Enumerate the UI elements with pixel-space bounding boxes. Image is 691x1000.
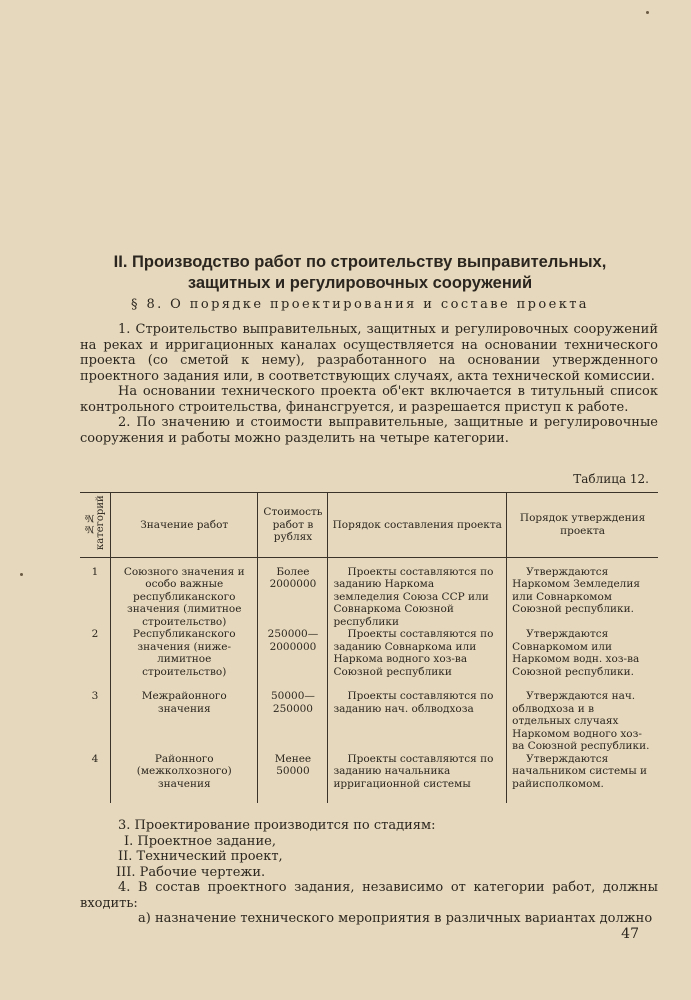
header-work-significance: Значение работ [111,493,258,558]
paragraph: 4. В состав проектного задания, независимо от категории работ, должны входить: [80,880,658,911]
cell-work-significance: Межрайонного значения [111,690,258,753]
cell-category-number: 3 [91,690,99,702]
chapter-heading [60,252,660,294]
cell-project-procedure: Проекты составляются по заданию начальника ирригационной системы [328,753,507,803]
cell-cost: Менее 50000 [258,753,328,803]
body-text-top [80,322,658,446]
table-row [80,557,658,628]
paper-spot [646,11,649,14]
paper-spot [20,573,23,576]
categories-table [80,492,658,803]
paragraph: На основании технического проекта об'ект включается в титульный список контрольного строительства, финансгруется, и разрешается приступ к работе. [80,384,658,415]
header-cost: Стоимость работ в рублях [258,493,328,558]
cell-approval-procedure: Утверждаются начальником системы и райисполкомом. [507,753,658,803]
cell-project-procedure: Проекты составляются по заданию нач. облводхоза [328,690,507,753]
cell-category-number: 2 [91,628,99,640]
paragraph: I. Проектное задание, [124,833,276,849]
header-project-procedure: Порядок составления проекта [328,493,507,558]
cell-approval-procedure: Утверждаются Совнаркомом или Наркомом водн. хоз-ва Союзной республики. [507,628,658,690]
page-number: 47 [621,926,639,942]
paragraph: а) назначение технического мероприятия в различных вариантах должно [138,911,653,926]
cell-approval-procedure: Утверждаются Наркомом Земледелия или Совнаркомом Союзной республики. [507,557,658,628]
cell-cost: 250000— 2000000 [258,628,328,690]
cell-project-procedure: Проекты составляются по заданию Наркома земледелия Союза ССР или Совнаркома Союзной республики [328,557,507,628]
chapter-heading-line-1: II. Производство работ по строительству выправительных, [113,253,607,271]
cell-work-significance: Республиканского значения (ниже-лимитное строительство) [111,628,258,690]
table-header-row [80,493,658,558]
cell-category-number: 4 [91,752,99,765]
table-row [80,690,658,753]
cell-category-number: 1 [91,565,99,578]
body-text-bottom [80,818,658,927]
cell-work-significance: Районного (межколхозного) значения [111,753,258,803]
paragraph: 2. По значению и стоимости выправительные, защитные и регулировочные сооружения и работы можно разделить на четыре категории. [80,415,658,446]
chapter-heading-line-2: защитных и регулировочных сооружений [187,274,533,292]
header-category-number: №№ категорий [80,493,111,558]
cell-cost: 50000— 250000 [258,690,328,753]
paragraph: 3. Проектирование производится по стадиям: [118,818,436,833]
section-title: § 8. О порядке проектирования и составе проекта [131,297,589,312]
table-caption: Таблица 12. [573,472,649,486]
cell-project-procedure: Проекты составляются по заданию Совнаркома или Наркома водного хоз-ва Союзной республики [328,628,507,690]
cell-approval-procedure: Утверждаются нач. облводхоза и в отдельных случаях Наркомом водного хоз-ва Союзной республики. [507,690,658,753]
paragraph: II. Технический проект, [118,849,283,864]
paragraph: 1. Строительство выправительных, защитных и регулировочных сооружений на реках и ирригационных каналах осуществляется на основании технического проекта (со сметой к нему), разработанного на основании утвержденного проектного задания или, в соответствующих случаях, акта технической комиссии. [80,322,658,384]
paragraph: III. Рабочие чертежи. [116,864,266,880]
header-approval-procedure: Порядок утверждения проекта [507,493,658,558]
table-row [80,628,658,690]
table-row [80,753,658,803]
cell-work-significance: Союзного значения и особо важные республиканского значения (лимитное строительство) [111,557,258,628]
cell-cost: Более 2000000 [258,557,328,628]
